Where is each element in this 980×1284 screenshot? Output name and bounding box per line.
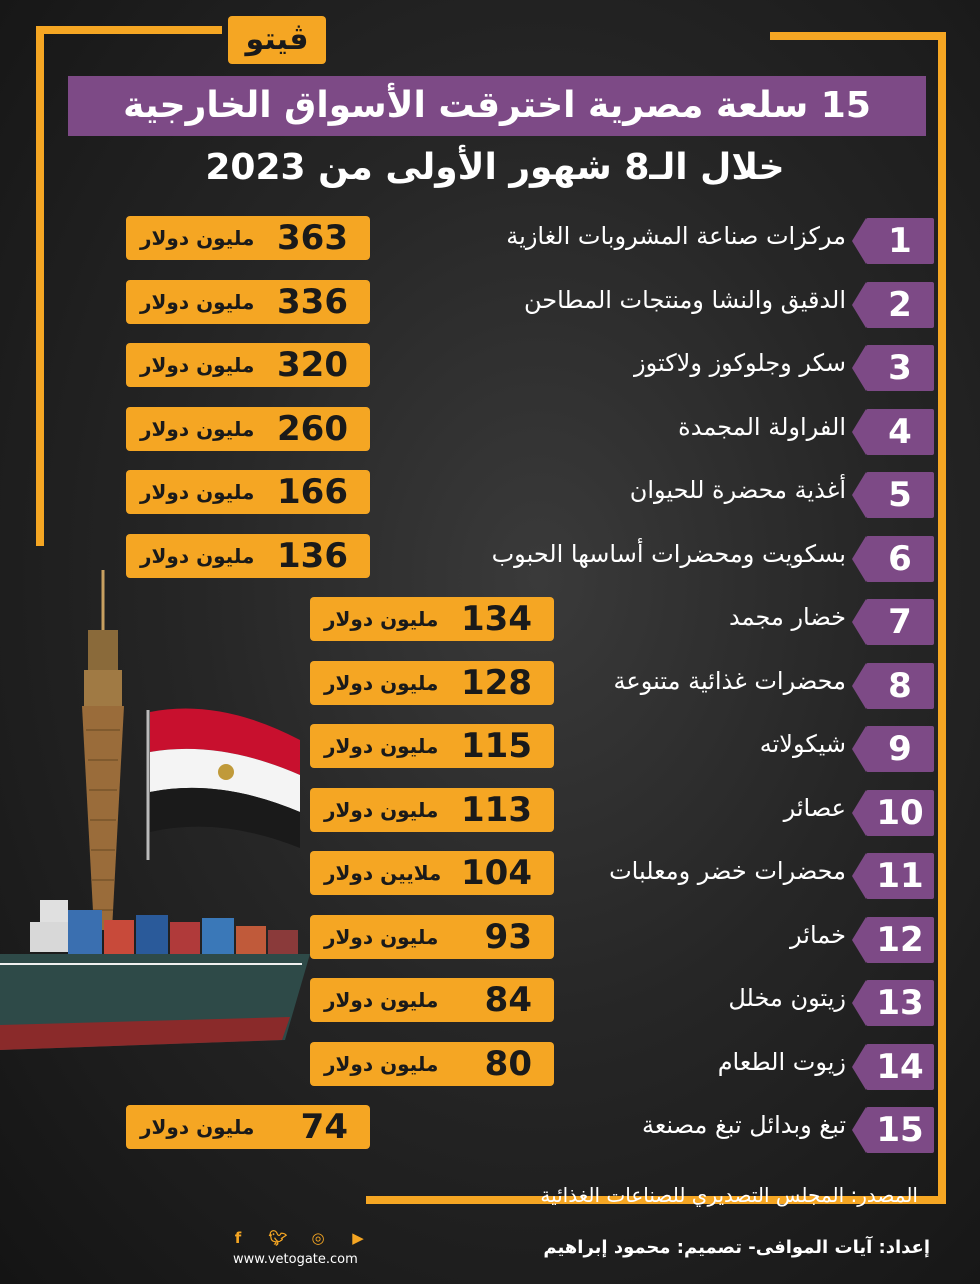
value-number: 74 [300, 1107, 348, 1147]
value-box [126, 343, 370, 387]
item-label: محضرات غذائية متنوعة [613, 667, 846, 695]
value-number: 134 [461, 599, 532, 639]
item-label: تبغ وبدائل تبغ مصنعة [641, 1111, 846, 1139]
cargo-ship [0, 900, 310, 1050]
rank-badge: 2 [866, 282, 934, 328]
value-box [310, 724, 554, 768]
value-box [310, 978, 554, 1022]
value-box [310, 788, 554, 832]
website-link[interactable]: www.vetogate.com [233, 1252, 358, 1267]
brand-logo: ڤيتو [228, 16, 326, 64]
item-label: مركزات صناعة المشروبات الغازية [506, 222, 846, 250]
page-title: 15 سلعة مصرية اخترقت الأسواق الخارجية [68, 76, 926, 136]
value-unit: مليون دولار [140, 417, 255, 441]
item-label: شيكولاته [759, 730, 846, 758]
value-unit: مليون دولار [140, 353, 255, 377]
value-number: 136 [277, 536, 348, 576]
value-unit: مليون دولار [324, 1052, 439, 1076]
value-unit: مليون دولار [324, 798, 439, 822]
source-note: المصدر: المجلس التصديري للصناعات الغذائية [540, 1183, 918, 1207]
credits-note: إعداد: آيات الموافى- تصميم: محمود إبراهيم [543, 1237, 930, 1258]
value-box [126, 1105, 370, 1149]
rank-badge: 9 [866, 726, 934, 772]
value-number: 80 [484, 1044, 532, 1084]
value-unit: مليون دولار [324, 988, 439, 1012]
social-links [228, 1228, 368, 1248]
rank-badge: 6 [866, 536, 934, 582]
page-subtitle: خلال الـ8 شهور الأولى من 2023 [205, 147, 785, 188]
frame-top-right [770, 32, 946, 40]
value-box [310, 1042, 554, 1086]
value-box [310, 915, 554, 959]
frame-left [36, 26, 44, 546]
value-unit: مليون دولار [324, 734, 439, 758]
facebook-icon[interactable]: f [234, 1229, 242, 1247]
value-box [126, 216, 370, 260]
item-label: زيتون مخلل [728, 984, 846, 1012]
value-box [126, 470, 370, 514]
rank-badge: 11 [866, 853, 934, 899]
value-number: 166 [277, 472, 348, 512]
value-unit: مليون دولار [324, 925, 439, 949]
item-label: الدقيق والنشا ومنتجات المطاحن [523, 286, 846, 314]
rank-badge: 12 [866, 917, 934, 963]
rank-badge: 13 [866, 980, 934, 1026]
value-number: 363 [277, 218, 348, 258]
value-unit: مليون دولار [140, 480, 255, 504]
item-label: سكر وجلوكوز ولاكتوز [634, 349, 846, 377]
value-unit: مليون دولار [140, 1115, 255, 1139]
rank-badge: 4 [866, 409, 934, 455]
value-box [126, 280, 370, 324]
rank-badge: 3 [866, 345, 934, 391]
value-unit: ملايين دولار [324, 861, 442, 885]
rank-badge: 7 [866, 599, 934, 645]
rank-badge: 14 [866, 1044, 934, 1090]
rank-badge: 10 [866, 790, 934, 836]
item-label: أغذية محضرة للحيوان [629, 476, 846, 504]
item-label: خمائر [790, 921, 846, 949]
item-label: زيوت الطعام [717, 1048, 846, 1076]
value-number: 128 [461, 663, 532, 703]
value-number: 93 [484, 917, 532, 957]
value-unit: مليون دولار [140, 544, 255, 568]
item-label: عصائر [783, 794, 846, 822]
value-number: 104 [461, 853, 532, 893]
item-label: محضرات خضر ومعلبات [609, 857, 846, 885]
value-box [310, 851, 554, 895]
value-unit: مليون دولار [324, 671, 439, 695]
frame-right [938, 32, 946, 1202]
item-label: خضار مجمد [729, 603, 846, 631]
twitter-icon[interactable]: 🐦︎ [268, 1229, 288, 1247]
youtube-icon[interactable]: ▶ [352, 1229, 364, 1247]
value-number: 336 [277, 282, 348, 322]
value-box [126, 534, 370, 578]
rank-badge: 15 [866, 1107, 934, 1153]
value-number: 113 [461, 790, 532, 830]
cairo-tower [82, 570, 124, 930]
frame-top-left [36, 26, 222, 34]
value-unit: مليون دولار [140, 226, 255, 250]
value-box [126, 407, 370, 451]
rank-badge: 1 [866, 218, 934, 264]
value-box [310, 661, 554, 705]
value-unit: مليون دولار [324, 607, 439, 631]
rank-badge: 5 [866, 472, 934, 518]
value-number: 84 [484, 980, 532, 1020]
item-label: الفراولة المجمدة [678, 413, 846, 441]
rank-badge: 8 [866, 663, 934, 709]
instagram-icon[interactable]: ◎ [311, 1229, 325, 1247]
value-unit: مليون دولار [140, 290, 255, 314]
value-box [310, 597, 554, 641]
value-number: 320 [277, 345, 348, 385]
value-number: 260 [277, 409, 348, 449]
cairo-tower-ship-illustration [0, 570, 330, 1100]
value-number: 115 [461, 726, 532, 766]
item-label: بسكويت ومحضرات أساسها الحبوب [491, 540, 846, 568]
egypt-flag [148, 709, 300, 861]
